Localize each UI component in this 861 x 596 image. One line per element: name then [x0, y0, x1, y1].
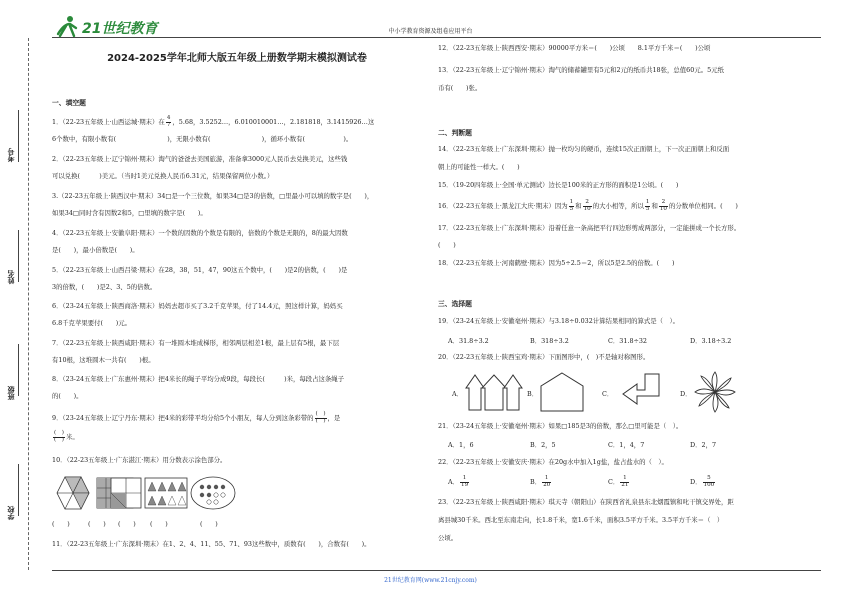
q21-option-b[interactable]: B．2，5	[530, 441, 556, 449]
question-7: 7．（22-23五年级上·陕西咸阳·期末）有一堆圆木堆成梯形，相邻两层相差1根，最上层有5根，最下层	[52, 339, 340, 347]
q10-blank-5[interactable]: ( )	[200, 520, 218, 528]
question-4: 4．（22-23五年级上·安徽阜阳·期末）一个数的因数的个数是有限的，倍数的个数是无限的，8的最大因数	[52, 229, 348, 237]
q1-fraction: $\frac{4}{7}$	[166, 115, 171, 128]
q22-fraction-a: $\frac{1}{19}$	[461, 475, 469, 488]
question-11: 11．（22-23五年级上·广东深圳·期末）在1、2、4、11、55、71、93这些数中，质数有( )，合数有( )。	[52, 540, 371, 548]
side-blank	[18, 344, 19, 396]
question-14-cont: 朝上的可能性一样大。( )	[438, 163, 520, 171]
q16-fraction-2: $\frac{2}{10}$	[583, 199, 591, 212]
question-6: 6．（23-24五年级上·陕西商洛·期末）妈妈去超市买了3.2千克苹果，付了14.4元，照这样计算，妈妈买	[52, 302, 343, 310]
q10-blank-2[interactable]: ( )	[88, 520, 106, 528]
question-4-cont: 是( )，最小倍数是( )。	[52, 246, 139, 254]
question-14: 14．（22-23五年级上·广东深圳·期末）抛一枚均匀的硬币，连续15次正面朝上，下一次正面朝上和反面	[438, 145, 730, 153]
side-blank	[18, 230, 19, 282]
header-rule	[52, 37, 821, 38]
question-5-cont: 3的倍数，( )是2、3、5的倍数。	[52, 283, 157, 291]
side-label-school: 学校	[6, 506, 15, 520]
question-16: 16．（22-23五年级上·黑龙江大庆·期末）因为 $\frac{1}{5}$ 和 $\frac{2}{10}$ 的大小相等，所以 $\frac{1}{5}$ 和 $\frac{2}{10}$ 的分数单位相同。( )	[438, 199, 738, 212]
binding-strip	[0, 38, 50, 570]
footer-rule	[52, 570, 821, 571]
q16-fraction-1: $\frac{1}{5}$	[569, 199, 574, 212]
binding-dash	[28, 38, 29, 570]
section-fill-blank: 一、填空题	[52, 99, 86, 107]
q1-text-b: ，5.68，3.5252…，6.010010001…，2.181818，3.1415926…这	[172, 118, 375, 127]
question-13-cont: 币有( )张。	[438, 84, 482, 92]
question-21: 21．（23-24五年级上·安徽亳州·期末）如果□185是3的倍数，那么□里可能是（ ）。	[438, 422, 683, 430]
q1-text-a: 1．（22-23五年级上·山西运城·期末）在	[52, 118, 165, 127]
pinwheel-shape	[693, 370, 737, 414]
hexagon-figure	[56, 476, 90, 510]
question-2: 2．（22-23五年级上·辽宁锦州·期末）淘气的爸爸去美国旅游，准备拿3000元人民币去兑换美元，这些钱	[52, 155, 348, 163]
question-1-cont: 6个数中，有限小数有( )，无限小数有( )，循环小数有( )。	[52, 135, 353, 143]
question-3-cont: 如果34□同时含有因数2和5，□里填的数字是( )。	[52, 209, 207, 217]
squares-figure	[110, 477, 142, 509]
side-blank	[18, 110, 19, 162]
side-label-exam-no: 考号	[6, 148, 15, 162]
question-20: 20．（22-23五年级上·陕西宝鸡·期末）下面图形中，( )不是轴对称图形。	[438, 353, 650, 361]
page-title: 2024-2025学年北师大版五年级上册数学期末模拟测试卷	[107, 53, 367, 64]
question-12: 12．（22-23五年级上·陕西西安·期末）90000平方米＝( )公顷 8.1平方千米＝( )公顷	[438, 44, 711, 52]
question-7-cont: 有10根，这堆圆木一共有( )根。	[52, 356, 155, 364]
q22-fraction-b: $\frac{1}{20}$	[543, 475, 551, 488]
q21-option-c[interactable]: C．1，4，7	[608, 441, 645, 449]
q19-option-d[interactable]: D．3.18÷3.2	[690, 337, 732, 345]
triangles-figure	[144, 477, 188, 509]
q22-fraction-d: $\frac{5}{100}$	[703, 475, 715, 488]
q9-fraction: $\frac{( )}{( )}$	[315, 411, 326, 424]
q19-option-b[interactable]: B．318÷3.2	[530, 337, 569, 345]
q21-option-a[interactable]: A．1，6	[448, 441, 474, 449]
question-5: 5．（22-23五年级上·山西吕梁·期末）在28，38，51，47，90这五个数中，( )是2的倍数，( )是	[52, 266, 348, 274]
q20-option-b[interactable]: B．	[527, 390, 539, 398]
q22-option-d[interactable]: D． $\frac{5}{100}$	[690, 475, 715, 488]
q20-option-a[interactable]: A．	[452, 390, 464, 398]
section-choice: 三、选择题	[438, 300, 472, 308]
question-3: 3.（22-23五年级上·陕西汉中·期末）34□是一个三位数，如果34□是3的倍数，□里最小可以填的数字是( )，	[52, 192, 374, 200]
side-label-name: 姓名	[6, 270, 15, 284]
question-23-cont-2: 公顷。	[438, 534, 458, 542]
q22-fraction-c: $\frac{1}{21}$	[621, 475, 629, 488]
question-9-cont: $\frac{( )}{( )}$ 米。	[54, 430, 79, 443]
q16-fraction-3: $\frac{1}{5}$	[645, 199, 650, 212]
q10-blank-1[interactable]: ( )	[52, 520, 70, 528]
house-shape	[540, 372, 584, 412]
question-23-cont: 离县城30千米。西北至东南走向，长1.8千米，宽1.6千米，面积3.5平方千米。3.5平方千米＝（ ）	[438, 516, 724, 524]
logo-text: 21世纪教育	[82, 21, 158, 37]
question-9: 9．（23-24五年级上·辽宁丹东·期末）把4米的彩带平均分给5个小朋友，每人分到这条彩带的 $\frac{( )}{( )}$ ，是	[52, 411, 341, 424]
q20-option-c[interactable]: C．	[602, 390, 614, 398]
question-2-cont: 可以兑换( )美元。（当时1美元兑换人民币6.31元，结果保留两位小数。）	[52, 172, 274, 180]
header-site: 中小学教育资源及组卷应用平台	[388, 28, 473, 35]
question-22: 22．（22-23五年级上·安徽安庆·期末）在20g水中加入1g盐，盐占盐水的（ ）。	[438, 458, 668, 466]
side-label-class: 班级	[6, 386, 15, 400]
q22-option-a[interactable]: A． $\frac{1}{19}$	[448, 475, 469, 488]
double-arrow-shape	[465, 372, 523, 412]
q22-option-c[interactable]: C． $\frac{1}{21}$	[608, 475, 629, 488]
q19-option-a[interactable]: A．31.8÷3.2	[448, 337, 489, 345]
side-blank	[18, 464, 19, 516]
bent-arrow-shape	[615, 372, 661, 412]
ellipse-dots-figure	[190, 476, 236, 510]
question-15: 15．（19-20四年级上·全国·单元测试）边长是100米的正方形的面积是1公顷。( )	[438, 181, 679, 189]
section-true-false: 二、判断题	[438, 129, 472, 137]
question-13: 13．（22-23五年级上·辽宁锦州·期末）淘气的储蓄罐里有5元和2元的纸币共18张，总值60元。5元纸	[438, 66, 724, 74]
q20-option-d[interactable]: D．	[680, 390, 692, 398]
question-17-cont: ( )	[438, 241, 456, 249]
q21-option-d[interactable]: D．2，7	[690, 441, 717, 449]
question-17: 17．（22-23五年级上·广东深圳·期末）沿着任意一条高把平行四边形剪成两部分，一定能拼成一个长方形。	[438, 224, 741, 232]
question-8: 8．（23-24五年级上·广东惠州·期末）把4米长的绳子平均分成9段，每段长( )米，每段占这条绳子	[52, 375, 345, 383]
q10-blank-3[interactable]: ( )	[118, 520, 136, 528]
footer-link[interactable]: 21世纪教育网(www.21cnjy.com)	[384, 577, 477, 584]
question-10: 10．（22-23五年级上·广东湛江·期末）用分数表示涂色部分。	[52, 456, 227, 464]
q16-fraction-4: $\frac{2}{10}$	[659, 199, 667, 212]
q19-option-c[interactable]: C．31.8÷32	[608, 337, 647, 345]
question-8-cont: 的( )。	[52, 392, 83, 400]
question-18: 18．（22-23五年级上·河南鹤壁·期末）因为5÷2.5＝2，所以5是2.5的倍数。( )	[438, 259, 675, 267]
question-23: 23．（22-23五年级上·陕西咸阳·期末）琪天寺（朝阳山）在陕西省礼泉县东北烟霞镇和叱干镇交界处，距	[438, 498, 734, 506]
q10-blank-4[interactable]: ( )	[150, 520, 168, 528]
q22-option-b[interactable]: B． $\frac{1}{20}$	[530, 475, 551, 488]
q9-fraction-2: $\frac{( )}{( )}$	[54, 430, 64, 443]
question-1	[52, 116, 374, 128]
question-19: 19．（23-24五年级上·安徽亳州·期末）与3.18÷0.032计算结果相同的算式是（ ）。	[438, 317, 680, 325]
question-6-cont: 6.8千克苹果要付( )元。	[52, 319, 132, 327]
